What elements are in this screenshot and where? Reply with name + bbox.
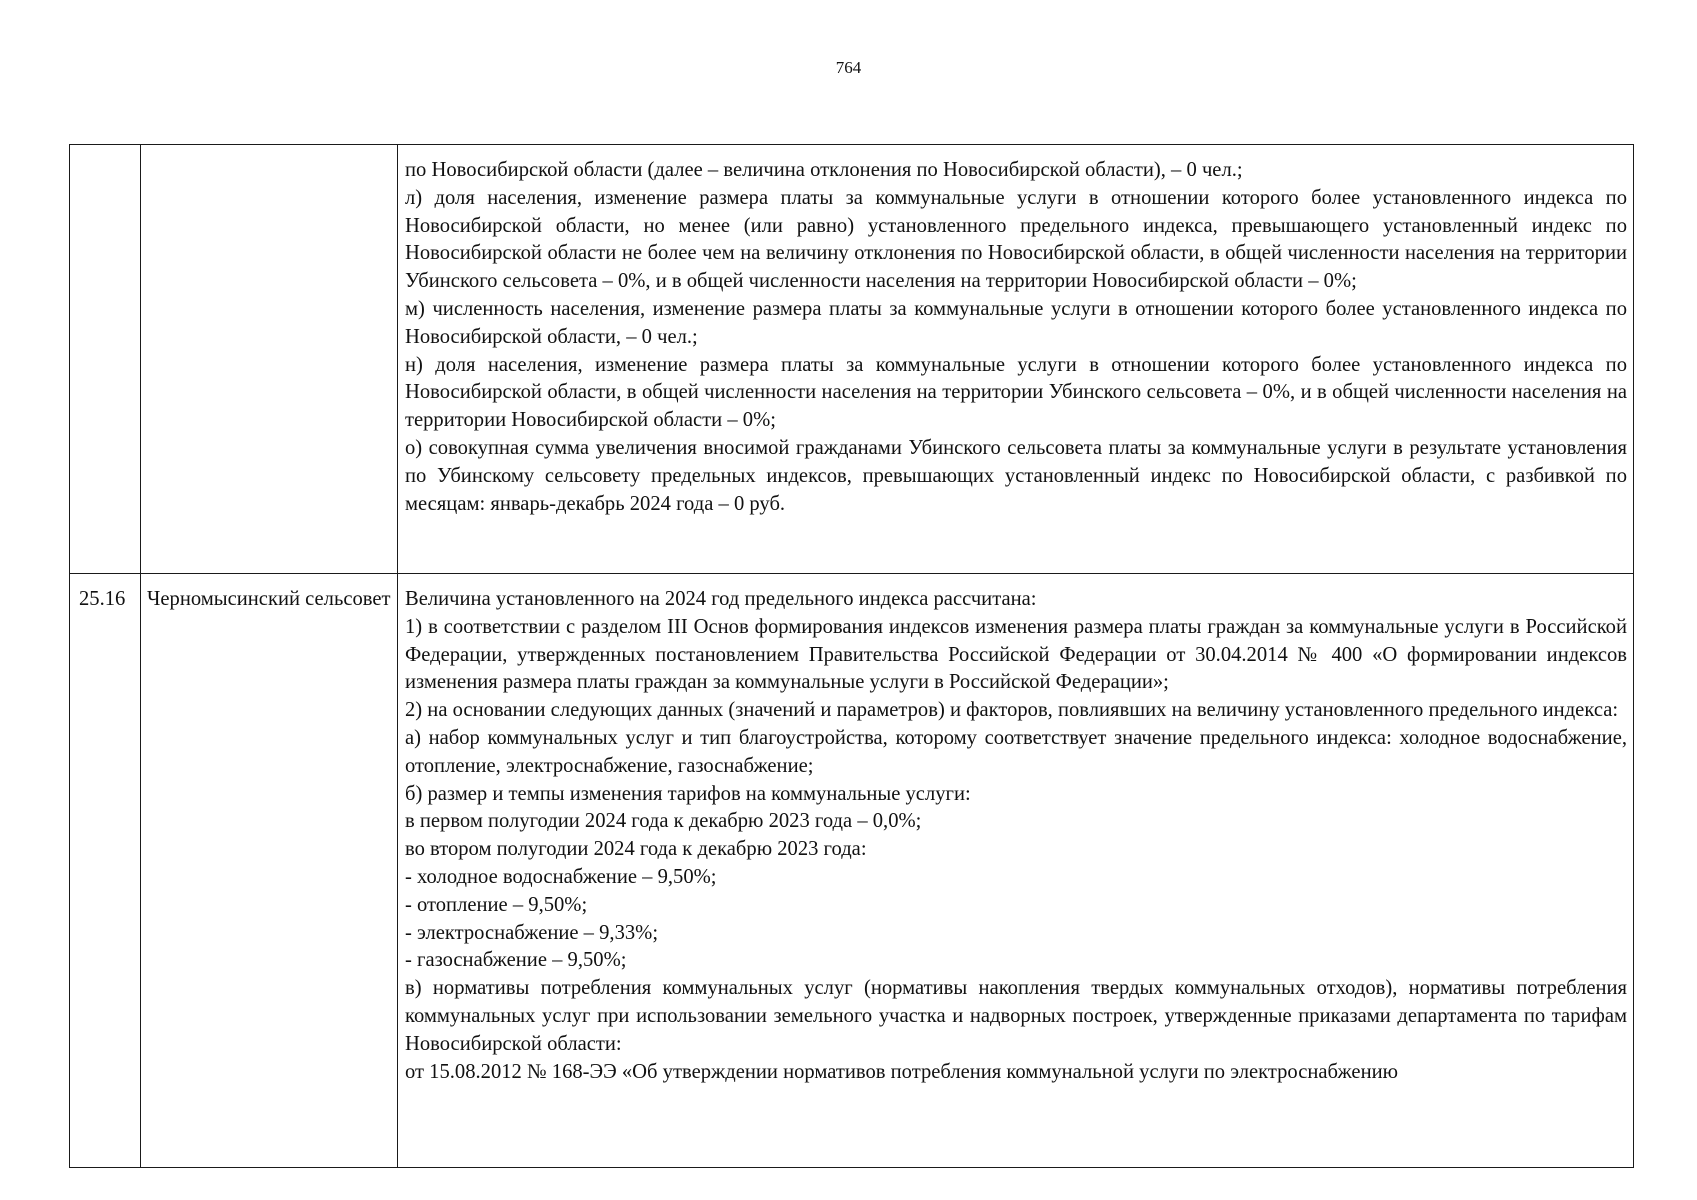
- paragraph: Величина установленного на 2024 год предельного индекса рассчитана:: [405, 588, 1037, 610]
- paragraph: н) доля населения, изменение размера платы за коммунальные услуги в отношении которого более установленного индекса по Новосибирской области, в общей численности населения на территории Убинского сельсовета – 0%, и в общей численности населения на территории Новосибирской области – 0%;: [405, 353, 1627, 432]
- paragraph: по Новосибирской области (далее – величина отклонения по Новосибирской области), – 0 чел.;: [405, 159, 1243, 181]
- paragraph: - газоснабжение – 9,50%;: [405, 949, 627, 972]
- paragraph: - электроснабжение – 9,33%;: [405, 921, 659, 944]
- description-cell: [398, 145, 1634, 574]
- paragraph: 1) в соответствии с разделом III Основ формирования индексов изменения размера платы граждан за коммунальные услуги в Российской Федерации, утвержденных постановлением Правительства Российской Федерации от 30.04.2014 № 400 «О формировании индексов изменения размера платы граждан за коммунальные услуги в Российской Федерации»;: [405, 615, 1627, 694]
- row-number-cell: 25.16: [70, 574, 141, 1168]
- paragraph: - холодное водоснабжение – 9,50%;: [405, 865, 717, 888]
- paragraph: в первом полугодии 2024 года к декабрю 2023 года – 0,0%;: [405, 810, 922, 833]
- municipality-name-cell: Черномысинский сельсовет: [141, 574, 398, 1168]
- description-cell: [398, 574, 1634, 1168]
- paragraph: от 15.08.2012 № 168-ЭЭ «Об утверждении нормативов потребления коммунальной услуги по электроснабжению: [405, 1060, 1399, 1083]
- paragraph: б) размер и темпы изменения тарифов на коммунальные услуги:: [405, 782, 971, 805]
- paragraph: во втором полугодии 2024 года к декабрю 2023 года:: [405, 838, 867, 861]
- page-number: 764: [835, 58, 862, 77]
- paragraph: о) совокупная сумма увеличения вносимой гражданами Убинского сельсовета платы за коммунальные услуги в результате установления по Убинскому сельсовету предельных индексов, превышающих установленный индекс по Новосибирской области, с разбивкой по месяцам: январь-декабрь 2024 года – 0 руб.: [405, 436, 1627, 515]
- paragraph: а) набор коммунальных услуг и тип благоустройства, которому соответствует значение предельного индекса: холодное водоснабжение, отопление, электроснабжение, газоснабжение;: [405, 726, 1627, 777]
- document-table: [69, 144, 1634, 1168]
- paragraph: в) нормативы потребления коммунальных услуг (нормативы накопления твердых коммунальных отходов), нормативы потребления коммунальных услуг при использовании земельного участка и надворных построек, утвержденные приказами департамента по тарифам Новосибирской области:: [405, 977, 1627, 1055]
- paragraph: 2) на основании следующих данных (значений и параметров) и факторов, повлиявших на величину установленного предельного индекса:: [405, 699, 1619, 722]
- paragraph: л) доля населения, изменение размера платы за коммунальные услуги в отношении которого более установленного индекса по Новосибирской области, но менее (или равно) установленного предельного индекса, превышающего установленный индекс по Новосибирской области не более чем на величину отклонения по Новосибирской области, в общей численности населения на территории Убинского сельсовета – 0%, и в общей численности населения на территории Новосибирской области – 0%;: [405, 186, 1627, 293]
- table-row: [70, 574, 1634, 1168]
- table-row: [70, 145, 1634, 574]
- paragraph: - отопление – 9,50%;: [405, 893, 588, 916]
- row-number-cell: [70, 145, 141, 574]
- municipality-name-cell: [141, 145, 398, 574]
- paragraph: м) численность населения, изменение размера платы за коммунальные услуги в отношении которого более установленного индекса по Новосибирской области, – 0 чел.;: [405, 297, 1627, 348]
